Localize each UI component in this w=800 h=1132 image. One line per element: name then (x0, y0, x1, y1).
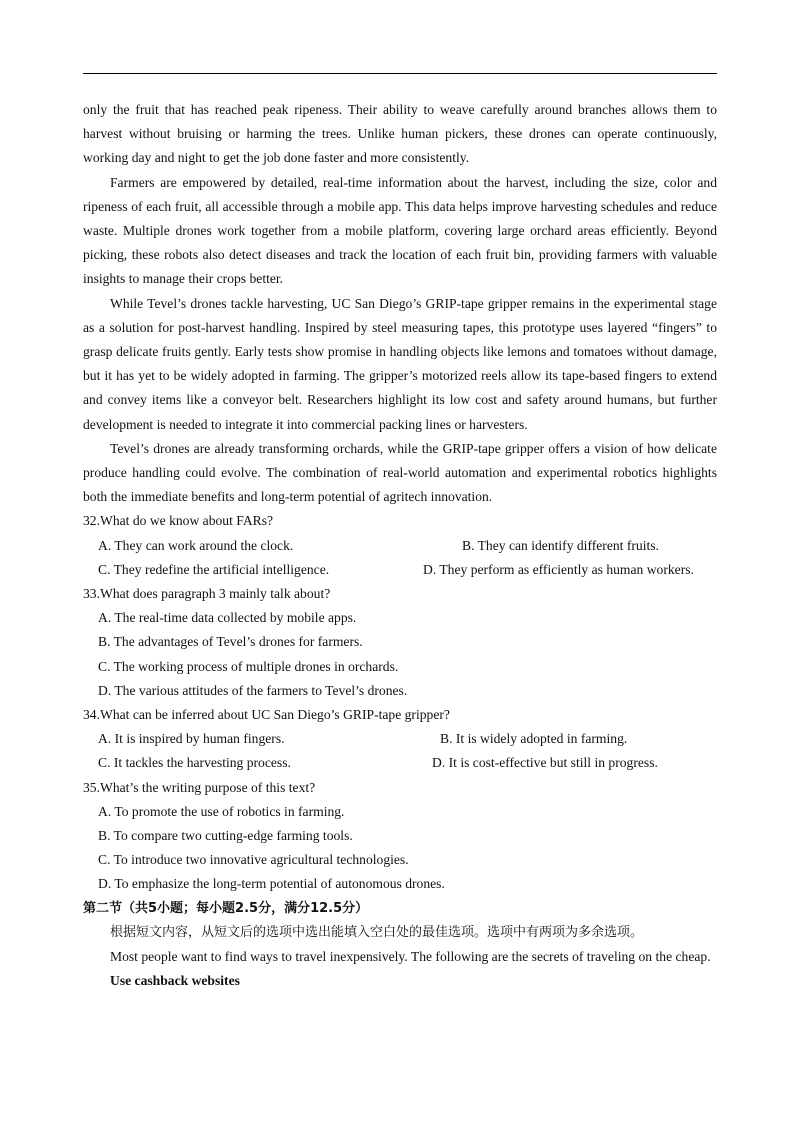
question-32-option-a: A. They can work around the clock. (98, 537, 294, 553)
question-33-option-d: D. The various attitudes of the farmers to Tevel’s drones. (98, 682, 408, 698)
question-33-option-c: C. The working process of multiple drones in orchards. (98, 658, 399, 674)
section-2-instruction: 根据短文内容，从短文后的选项中选出能填入空白处的最佳选项。选项中有两项为多余选项。 (110, 924, 644, 940)
question-34-row-1 (83, 727, 717, 751)
question-35-option-c: C. To introduce two innovative agricultural technologies. (98, 852, 409, 868)
passage-paragraph-3: While Tevel’s drones tackle harvesting, UC San Diego’s GRIP-tape gripper remains in the experimental stage as a solution for post-harvest handling. Inspired by steel measuring tapes, this prototype uses layered “fingers” to grasp delicate fruits gently. Early tests show promise in handling objects like lemons and tomatoes without damage, but it has yet to be widely adopted in farming. The gripper’s motorized reels allow its tape-based fingers to extend and convey items like a conveyor belt. Researchers highlight its low cost and safety around humans, but further development is needed to integrate it into commercial packing lines or harvesters. (83, 295, 717, 432)
section-2-heading: Use cashback websites (110, 973, 240, 989)
section-2-intro: Most people want to find ways to travel inexpensively. The following are the secrets of traveling on the cheap. (110, 949, 711, 965)
question-32 (83, 509, 717, 582)
question-32-row-2 (83, 558, 717, 582)
section-2-title: 第二节（共5小题；每小题2.5分，满分12.5分） (83, 900, 369, 916)
question-33 (83, 582, 717, 703)
passage-paragraph-1: only the fruit that has reached peak ripeness. Their ability to weave carefully around branches allows them to harvest without bruising or harming the trees. Unlike human pickers, these drones can operate continuously, working day and night to get the job done faster and more consistently. (83, 102, 717, 166)
question-33-option-b: B. The advantages of Tevel’s drones for farmers. (98, 634, 363, 650)
question-34-option-b: B. It is widely adopted in farming. (440, 731, 628, 747)
question-35 (83, 776, 717, 897)
question-34 (83, 703, 717, 776)
question-33-stem: 33.What does paragraph 3 mainly talk about? (83, 586, 331, 602)
question-32-stem: 32.What do we know about FARs? (83, 513, 274, 529)
question-35-stem: 35.What’s the writing purpose of this text? (83, 779, 316, 795)
question-34-stem: 34.What can be inferred about UC San Diego’s GRIP-tape gripper? (83, 707, 450, 723)
passage-paragraph-4: Tevel’s drones are already transforming orchards, while the GRIP-tape gripper offers a vision of how delicate produce handling could evolve. The combination of real-world automation and experimental robotics highlights both the immediate benefits and long-term potential of agritech innovation. (83, 440, 717, 505)
question-34-option-c: C. It tackles the harvesting process. (98, 755, 291, 771)
question-35-option-d: D. To emphasize the long-term potential of autonomous drones. (98, 876, 445, 892)
question-34-row-2 (83, 751, 717, 775)
question-32-option-b: B. They can identify different fruits. (462, 537, 659, 553)
passage-paragraph-2: Farmers are empowered by detailed, real-time information about the harvest, including the size, color and ripeness of each fruit, all accessible through a mobile app. This data helps improve harvesting schedules and reduce waste. Multiple drones work together from a mobile platform, covering large orchard areas efficiently. Beyond picking, these robots also detect diseases and track the location of each fruit bin, providing farmers with valuable insights to manage their crops better. (83, 174, 717, 287)
question-34-option-a: A. It is inspired by human fingers. (98, 731, 285, 747)
question-35-option-b: B. To compare two cutting-edge farming tools. (98, 828, 353, 844)
question-32-option-c: C. They redefine the artificial intelligence. (98, 561, 330, 577)
question-32-option-d: D. They perform as efficiently as human workers. (423, 561, 694, 577)
reading-content (83, 98, 717, 993)
header-rule (83, 73, 717, 74)
question-33-option-a: A. The real-time data collected by mobile apps. (98, 610, 357, 626)
question-34-option-d: D. It is cost-effective but still in progress. (432, 755, 658, 771)
question-35-option-a: A. To promote the use of robotics in farming. (98, 803, 345, 819)
question-32-row-1 (83, 534, 717, 558)
